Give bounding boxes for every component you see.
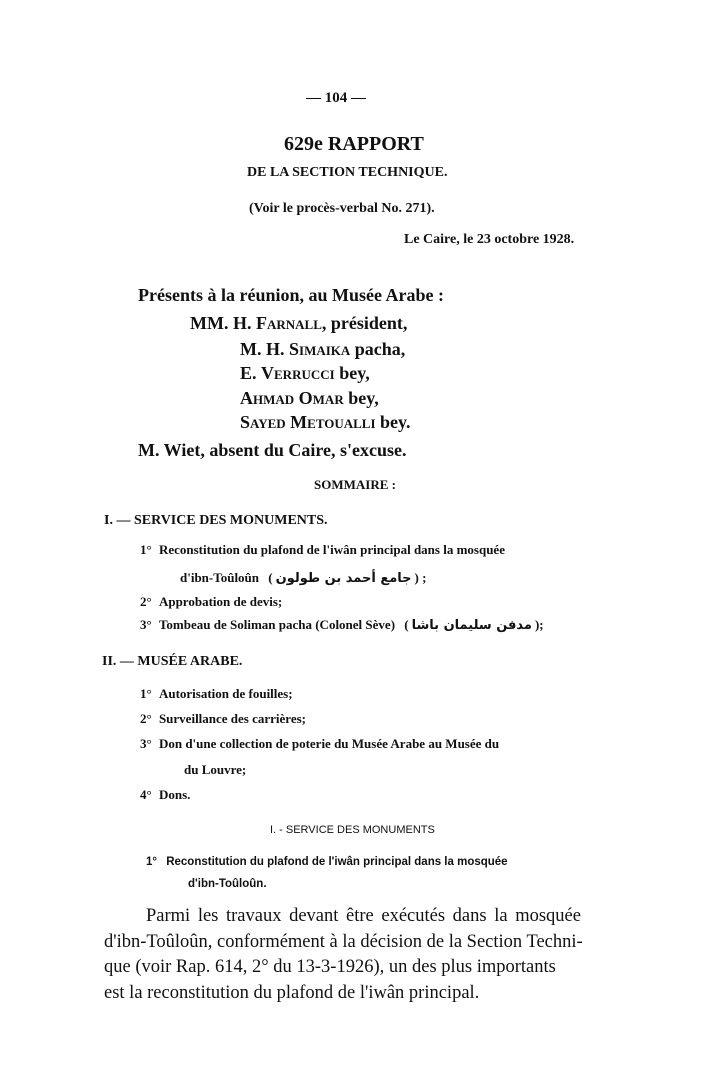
place-date: Le Caire, le 23 octobre 1928.: [404, 232, 575, 247]
item-number: 2°: [140, 594, 152, 609]
item-number: 1°: [140, 542, 152, 557]
paragraph-line: que (voir Rap. 614, 2° du 13-3-1926), un des plus importants: [104, 957, 556, 977]
paren-close: );: [534, 617, 544, 632]
item-text: Tombeau de Soliman pacha (Colonel Sève): [158, 617, 396, 632]
report-subtitle: DE LA SECTION TECHNIQUE.: [247, 165, 448, 180]
arabic-text: جامع أحمد بن طولون: [275, 571, 412, 586]
member-line: [240, 339, 405, 360]
member-suffix: bey,: [343, 388, 379, 408]
member-suffix: bey.: [375, 412, 411, 432]
paren-open: (: [268, 570, 273, 585]
item-text: Dons.: [158, 787, 191, 802]
member-line: [240, 412, 411, 433]
item-text: Don d'une collection de poterie du Musée Arabe au Musée du: [158, 736, 500, 751]
item-text: Surveillance des carrières;: [158, 711, 307, 726]
member-suffix: bey,: [334, 363, 370, 383]
item-text: Reconstitution du plafond de l'iwân principal dans la mosquée: [166, 856, 508, 868]
paren-close: ) ;: [414, 570, 427, 585]
item-text: Approbation de devis;: [158, 594, 283, 609]
item-text: Autorisation de fouilles;: [158, 686, 293, 701]
page-number: — 104 —: [306, 90, 366, 106]
member-name: Farnall: [255, 313, 322, 333]
member-suffix: , président,: [321, 313, 408, 333]
item-number: 1°: [146, 856, 157, 868]
item-number: 2°: [140, 711, 152, 726]
summary-item: [140, 736, 499, 752]
body-item-line: d'ibn-Toûloûn.: [188, 878, 267, 890]
summary-heading: SOMMAIRE :: [314, 477, 396, 492]
member-line: [240, 363, 370, 384]
paragraph-line: d'ibn-Toûloûn, conformément à la décision de la Section Techni-: [104, 932, 583, 952]
body-item-line: [146, 856, 508, 868]
member-prefix: MM. H.: [190, 313, 252, 333]
summary-item: [140, 686, 293, 702]
summary-item: [140, 542, 505, 558]
summary-item: [140, 711, 306, 727]
member-name: Ahmad Omar: [240, 388, 344, 408]
item-text: Reconstitution du plafond de l'iwân principal dans la mosquée: [158, 542, 505, 557]
member-line: [190, 313, 407, 334]
paren-open: (: [404, 617, 409, 632]
paragraph-line: Parmi les travaux devant être exécutés dans la mosquée: [146, 906, 581, 926]
item-number: 1°: [140, 686, 152, 701]
absent-note: M. Wiet, absent du Caire, s'excuse.: [138, 440, 407, 460]
member-name: Simaika: [289, 339, 351, 359]
item-number: 3°: [140, 617, 152, 632]
member-prefix: E.: [240, 363, 257, 383]
report-title: 629e RAPPORT: [284, 133, 424, 155]
member-prefix: M. H.: [240, 339, 285, 359]
summary-item: [140, 594, 282, 610]
item-number: 4°: [140, 787, 152, 802]
summary-item: [140, 617, 544, 633]
paragraph-line: est la reconstitution du plafond de l'iwân principal.: [104, 983, 480, 1003]
item-text: du Louvre;: [184, 762, 247, 777]
summary-item: [180, 570, 426, 586]
member-suffix: pacha,: [350, 339, 406, 359]
attendance-intro: Présents à la réunion, au Musée Arabe :: [138, 285, 444, 305]
member-line: [240, 388, 379, 409]
summary-item: [184, 762, 246, 778]
summary-section-title: I. — SERVICE DES MONUMENTS.: [104, 513, 328, 528]
member-name: Sayed Metoualli: [240, 412, 376, 432]
arabic-text: مدفن سليمان باشا: [411, 618, 532, 633]
item-text: d'ibn-Toûloûn: [180, 570, 260, 585]
body-section-heading: I. - SERVICE DES MONUMENTS: [270, 824, 435, 836]
summary-item: [140, 787, 190, 803]
member-name: Verrucci: [261, 363, 335, 383]
item-number: 3°: [140, 736, 152, 751]
report-reference: (Voir le procès-verbal No. 271).: [249, 201, 435, 216]
summary-section-title: II. — MUSÉE ARABE.: [102, 654, 243, 669]
